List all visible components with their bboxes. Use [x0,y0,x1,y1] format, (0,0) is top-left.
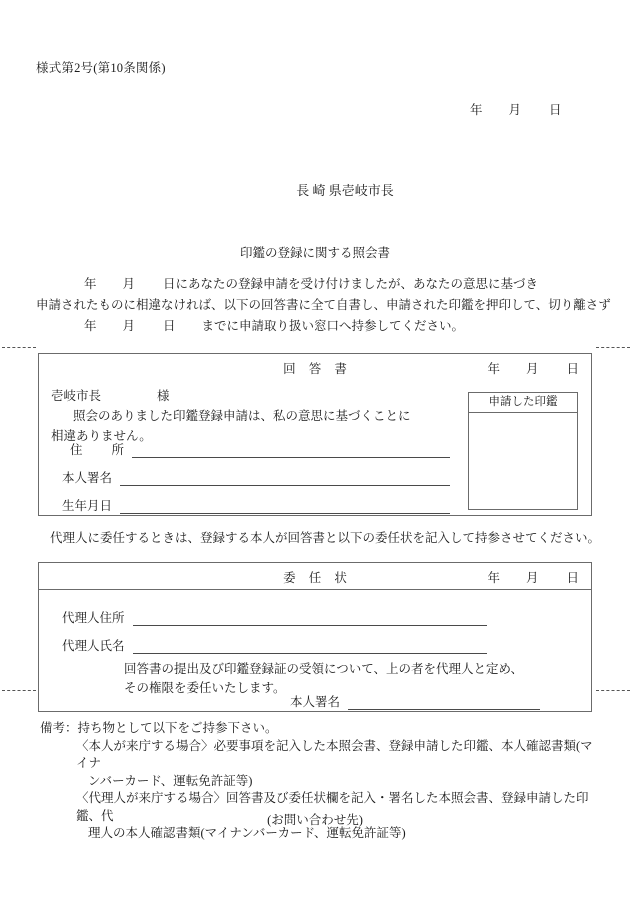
contact-label: (お問い合わせ先) [267,813,363,827]
reply-addressee: 壱岐市長 [51,389,102,403]
body-date-1-day: 日 [163,277,176,291]
agent-name-field[interactable] [62,636,487,654]
body-date-3-day: 日 [163,319,176,333]
poa-box-title: 委 任 状 [283,571,352,585]
cut-mark-right-bottom [596,690,630,691]
cut-mark-right-top [596,347,630,348]
reply-box-date-line [487,359,579,377]
remarks-case1-line-1: 〈本人が来庁する場合〉必要事項を記入した本照会書、登録申請した印鑑、本人確認書類(マイナ [76,738,593,770]
cut-mark-left-top [2,347,36,348]
poa-date-year: 年 [487,571,500,585]
reply-box-title: 回 答 書 [283,362,352,376]
body-date-3-year: 年 [84,319,97,333]
poa-header-divider [39,589,591,590]
address-field[interactable] [70,440,450,458]
agent-name-field-label: 代理人氏名 [62,639,125,653]
poa-text-line-1: 回答書の提出及び印鑑登録証の受領について、上の者を代理人と定め、 [124,662,524,676]
reply-date-month: 月 [525,362,539,376]
top-date-month: 月 [508,103,522,117]
addressee: 長 崎 県壱岐市長 [296,183,394,198]
remarks-case2-line-1: 〈代理人が来庁する場合〉回答書及び委任状欄を記入・署名した本照会書、登録申請した印鑑、代 [76,791,589,823]
poa-box-header [39,563,591,589]
body-text-3: までに申請取り扱い窓口へ持参してください。 [201,319,465,333]
document-title: 印鑑の登録に関する照会書 [239,246,390,260]
body-text-1: にあなたの登録申請を受け付けましたが、あなたの意思に基づき [175,277,539,291]
body-line-2: 申請されたものに相違なければ、以下の回答書に全て自書し、申請された印鑑を押印して、切り離さず [36,298,611,312]
body-date-1-year: 年 [84,277,97,291]
birthdate-field[interactable] [62,496,450,514]
poa-date-month: 月 [525,571,539,585]
signature-field[interactable] [62,468,450,486]
cut-mark-left-bottom [2,690,36,691]
poa-text-line-2: その権限を委任いたします。 [124,681,286,695]
poa-signature-field[interactable] [290,692,540,710]
reply-declaration-line-1: 照会のありました印鑑登録申請は、私の意思に基づくことに [73,409,411,423]
seal-impression-box[interactable] [468,392,578,510]
agent-address-field-input[interactable] [133,612,487,626]
reply-honorific: 様 [157,389,170,403]
poa-signature-field-input[interactable] [348,696,540,710]
body-line-3 [36,316,600,337]
poa-box-date-line [487,568,579,586]
proxy-instruction-note: 代理人に委任するときは、登録する本人が回答書と以下の委任状を記入して持参させてください。 [50,531,601,545]
reply-box-header [39,354,591,380]
agent-address-field[interactable] [62,608,487,626]
body-line-1 [36,274,600,295]
poa-date-day: 日 [566,571,579,585]
reply-date-day: 日 [566,362,579,376]
reply-date-year: 年 [487,362,500,376]
form-number: 様式第2号(第10条関係) [36,61,166,75]
body-date-3-month: 月 [122,319,136,333]
remarks-case1-line-2: ンバーカード、運転免許証等) [88,773,253,788]
birthdate-field-label: 生年月日 [62,499,113,513]
reply-addressee-line [51,386,170,404]
agent-address-field-label: 代理人住所 [62,611,125,625]
reply-declaration-line-2: 相違ありません。 [51,429,152,443]
signature-field-label: 本人署名 [62,471,113,485]
poa-signature-field-label: 本人署名 [290,695,341,709]
top-date-day: 日 [549,103,562,117]
top-date-year: 年 [470,103,483,117]
agent-name-field-input[interactable] [133,640,487,654]
address-field-label: 住 所 [70,443,124,457]
remarks-case2-line-2: 理人の本人確認書類(マイナンバーカード、運転免許証等) [88,826,406,840]
top-date-line [470,100,562,118]
signature-field-input[interactable] [120,472,450,486]
birthdate-field-input[interactable] [120,500,450,514]
body-date-1-month: 月 [122,277,136,291]
seal-box-caption: 申請した印鑑 [469,393,577,413]
address-field-input[interactable] [132,444,450,458]
body-paragraph [36,274,611,337]
remarks-heading: 備考：持ち物として以下をご持参下さい。 [40,721,278,735]
